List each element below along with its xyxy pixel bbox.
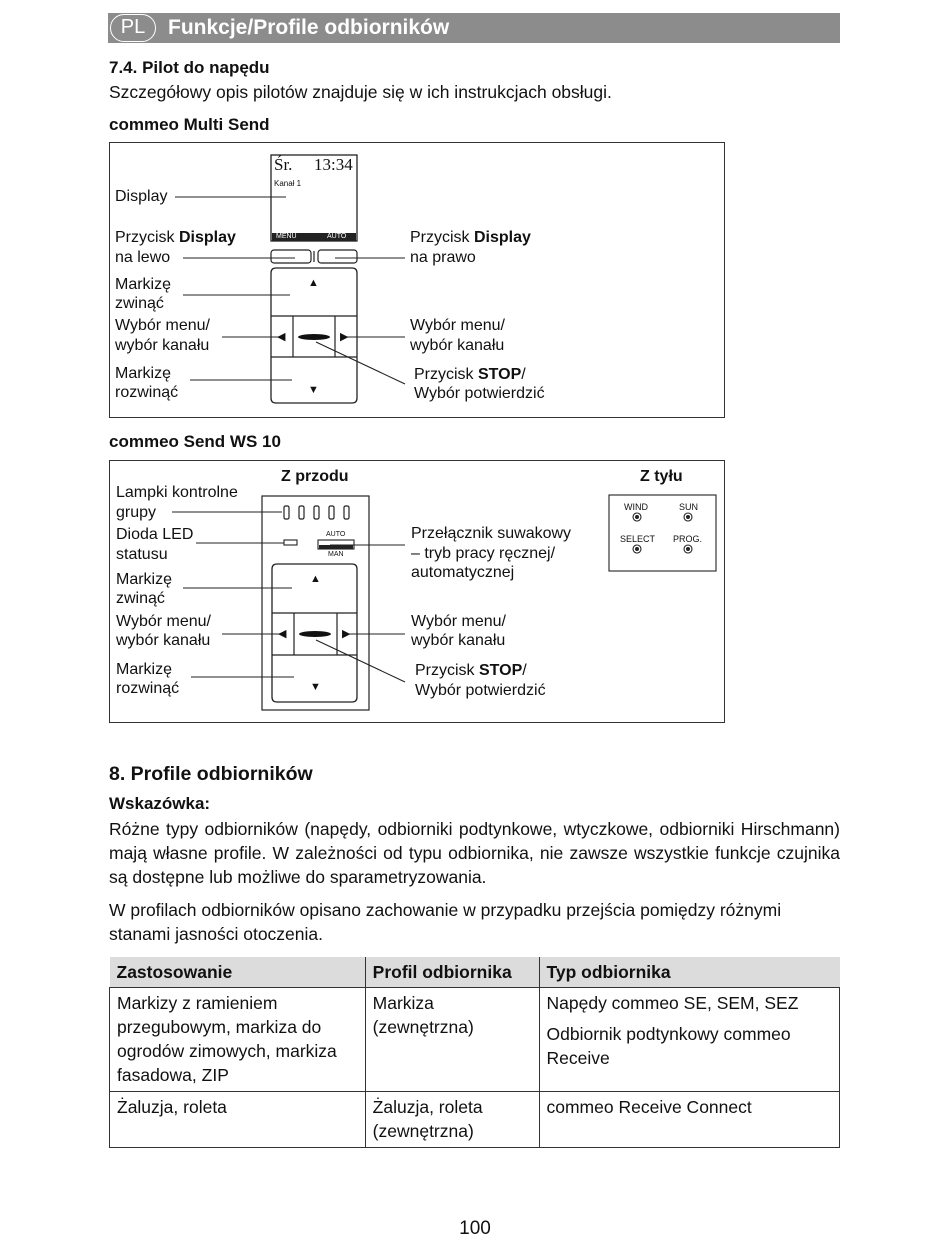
cell-type: commeo Receive Connect (539, 1092, 840, 1148)
cell-type (539, 988, 840, 1092)
label-menu-left: Wybór menu/ (115, 317, 210, 334)
softkey-menu-label: MENU (276, 233, 297, 240)
multisend-title: commeo Multi Send (109, 115, 270, 134)
label-display-left: Przycisk Display (115, 229, 236, 246)
table-row (110, 988, 840, 1092)
ws10-label-retract: Markizę (116, 571, 173, 588)
ws10-down-arrow-icon: ▼ (310, 681, 321, 693)
ws10-label-retract-2: zwinąć (116, 590, 165, 607)
label-lamps-2: grupy (116, 504, 157, 521)
ws10-label-stop: Przycisk STOP/ (415, 662, 527, 679)
switch-auto-label: AUTO (326, 531, 346, 538)
ws10-label-menu-left: Wybór menu/ (116, 613, 211, 630)
label-switch-2: – tryb pracy ręcznej/ (411, 545, 556, 562)
left-arrow-icon: ◀ (277, 331, 286, 343)
ws10-label-stop-2: Wybór potwierdzić (415, 682, 546, 699)
switch-man-label: MAN (328, 551, 344, 558)
profiles-paragraph: W profilach odbiorników opisano zachowanie w przypadku przejścia pomiędzy różnymi stanami jasności otoczenia. (109, 900, 782, 944)
label-menu-right-2: wybór kanału (410, 337, 505, 354)
note-label: Wskazówka: (109, 794, 211, 813)
label-led: Dioda LED (116, 526, 194, 543)
label-menu-right: Wybór menu/ (410, 317, 505, 334)
section-8-heading: 8. Profile odbiorników (109, 763, 313, 785)
ws10-label-menu-right: Wybór menu/ (411, 613, 506, 630)
ws10-label-extend: Markizę (116, 661, 173, 678)
back-select-label: SELECT (620, 534, 656, 544)
cell-profile: Żaluzja, roleta (zewnętrzna) (365, 1092, 539, 1148)
cell-type-line: Odbiornik podtynkowy commeo Receive (546, 1024, 791, 1068)
label-led-2: statusu (116, 546, 168, 563)
label-switch: Przełącznik suwakowy (411, 525, 572, 542)
column-header-profile: Profil odbiornika (365, 957, 539, 988)
ws10-right-arrow-icon: ▶ (342, 628, 351, 640)
label-extend-2: rozwinąć (115, 384, 179, 401)
cell-type-line: Napędy commeo SE, SEM, SEZ (546, 993, 799, 1013)
cell-application: Żaluzja, roleta (110, 1092, 366, 1148)
back-view-title: Z tyłu (640, 468, 683, 485)
label-retract: Markizę (115, 276, 172, 293)
profiles-table (109, 957, 840, 1148)
ws10-label-menu-left-2: wybór kanału (116, 632, 211, 649)
label-menu-left-2: wybór kanału (115, 337, 210, 354)
up-arrow-icon: ▲ (308, 277, 319, 289)
column-header-type: Typ odbiornika (539, 957, 840, 988)
label-display-left-2: na lewo (115, 249, 171, 266)
back-prog-label: PROG. (673, 534, 703, 544)
screen-time: 13:34 (314, 155, 353, 174)
label-display: Display (115, 188, 168, 205)
label-switch-3: automatycznej (411, 564, 515, 581)
screen-channel: Kanał 1 (274, 179, 302, 188)
section-7-4-heading: 7.4. Pilot do napędu (109, 58, 270, 77)
note-paragraph: Różne typy odbiorników (napędy, odbiorniki podtynkowe, wtyczkowe, odbiorniki Hirschmann) mają własne profile. W zależności od typu odbiornika, nie zawsze wszystkie funkcje czujnika są dostępne lub możliwe do sparametryzowania. (109, 819, 840, 887)
label-lamps: Lampki kontrolne (116, 484, 238, 501)
label-display-right: Przycisk Display (410, 229, 531, 246)
back-wind-label: WIND (624, 502, 648, 512)
label-retract-2: zwinąć (115, 295, 164, 312)
right-arrow-icon: ▶ (340, 331, 349, 343)
back-sun-label: SUN (679, 502, 699, 512)
page-number: 100 (459, 1218, 491, 1239)
ws10-left-arrow-icon: ◀ (278, 628, 287, 640)
cell-application: Markizy z ramieniem przegubowym, markiza do ogrodów zimowych, markiza fasadowa, ZIP (110, 988, 366, 1092)
label-stop: Przycisk STOP/ (414, 366, 526, 383)
label-display-right-2: na prawo (410, 249, 476, 266)
ws10-label-extend-2: rozwinąć (116, 680, 180, 697)
softkey-auto-label: AUTO (327, 233, 347, 240)
cell-profile: Markiza (zewnętrzna) (365, 988, 539, 1092)
ws10-label-menu-right-2: wybór kanału (411, 632, 506, 649)
column-header-application: Zastosowanie (110, 957, 366, 988)
table-row (110, 1092, 840, 1148)
front-view-title: Z przodu (281, 468, 349, 485)
table-header-row (110, 957, 840, 988)
sendws10-title: commeo Send WS 10 (109, 432, 281, 451)
section-7-4-intro: Szczegółowy opis pilotów znajduje się w ich instrukcjach obsługi. (109, 82, 612, 102)
header-title: Funkcje/Profile odbiorników (168, 16, 450, 39)
down-arrow-icon: ▼ (308, 384, 319, 396)
screen-day: Śr. (274, 155, 293, 174)
label-stop-2: Wybór potwierdzić (414, 385, 545, 402)
ws10-up-arrow-icon: ▲ (310, 573, 321, 585)
label-extend: Markizę (115, 365, 172, 382)
language-badge: PL (110, 14, 156, 42)
